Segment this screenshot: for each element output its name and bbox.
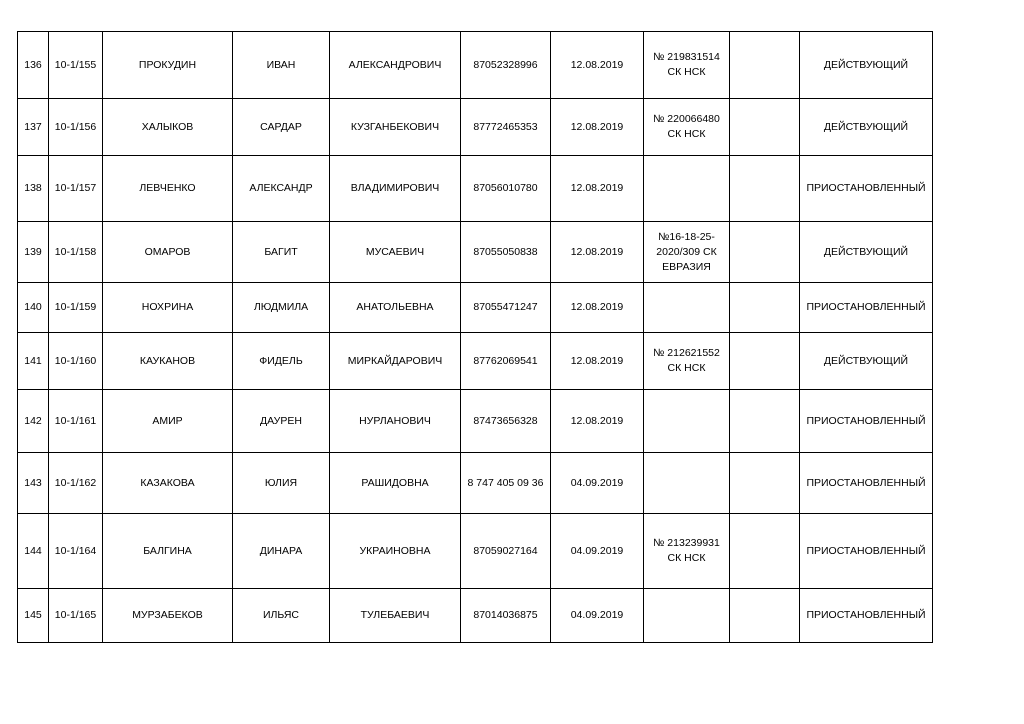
record-code-cell: 10-1/158 (49, 222, 103, 283)
table-row (18, 283, 933, 333)
patronymic-cell: МИРКАЙДАРОВИЧ (330, 333, 461, 390)
first-name-cell: ЮЛИЯ (233, 453, 330, 514)
patronymic-cell: ВЛАДИМИРОВИЧ (330, 156, 461, 222)
registration-date-cell: 04.09.2019 (551, 589, 644, 643)
policy-line: СК НСК (667, 66, 706, 78)
record-code-cell: 10-1/162 (49, 453, 103, 514)
patronymic-cell: АЛЕКСАНДРОВИЧ (330, 32, 461, 99)
status-cell: ПРИОСТАНОВЛЕННЫЙ (800, 156, 933, 222)
phone-number-cell: 87014036875 (461, 589, 551, 643)
record-code-cell: 10-1/164 (49, 514, 103, 589)
first-name-cell: САРДАР (233, 99, 330, 156)
registration-date-cell: 12.08.2019 (551, 390, 644, 453)
policy-line: № 220066480 (653, 113, 720, 125)
phone-number-cell: 87056010780 (461, 156, 551, 222)
record-code-cell: 10-1/155 (49, 32, 103, 99)
table-row (18, 156, 933, 222)
table-body (18, 32, 933, 643)
registration-date-cell: 12.08.2019 (551, 283, 644, 333)
registration-date-cell: 04.09.2019 (551, 514, 644, 589)
first-name-cell: ЛЮДМИЛА (233, 283, 330, 333)
row-number-cell: 145 (18, 589, 49, 643)
empty-cell-cell (730, 283, 800, 333)
registry-table (17, 31, 933, 643)
row-number-cell: 137 (18, 99, 49, 156)
status-cell: ДЕЙСТВУЮЩИЙ (800, 32, 933, 99)
last-name-cell: НОХРИНА (103, 283, 233, 333)
row-number-cell: 143 (18, 453, 49, 514)
row-number-cell: 144 (18, 514, 49, 589)
table-row (18, 589, 933, 643)
status-cell: ПРИОСТАНОВЛЕННЫЙ (800, 283, 933, 333)
policy-line: 2020/309 СК (656, 245, 717, 258)
first-name-cell: ДИНАРА (233, 514, 330, 589)
registration-date-cell: 04.09.2019 (551, 453, 644, 514)
policy-line: СК НСК (667, 128, 706, 140)
first-name-cell: ИВАН (233, 32, 330, 99)
policy-line: ЕВРАЗИЯ (662, 260, 711, 273)
table-row (18, 333, 933, 390)
policy-line: №16-18-25- (658, 230, 715, 243)
row-number-cell: 142 (18, 390, 49, 453)
insurance-policy-cell (644, 99, 730, 156)
first-name-cell: ФИДЕЛЬ (233, 333, 330, 390)
table-row (18, 390, 933, 453)
first-name-cell: ДАУРЕН (233, 390, 330, 453)
insurance-policy-cell (644, 32, 730, 99)
record-code-cell: 10-1/159 (49, 283, 103, 333)
first-name-cell: БАГИТ (233, 222, 330, 283)
registration-date-cell: 12.08.2019 (551, 32, 644, 99)
row-number-cell: 141 (18, 333, 49, 390)
insurance-policy-cell (644, 333, 730, 390)
last-name-cell: ЛЕВЧЕНКО (103, 156, 233, 222)
table-row (18, 514, 933, 589)
registration-date-cell: 12.08.2019 (551, 99, 644, 156)
policy-line: № 213239931 (653, 537, 720, 549)
status-cell: ПРИОСТАНОВЛЕННЫЙ (800, 514, 933, 589)
insurance-policy-cell (644, 514, 730, 589)
patronymic-cell: КУЗГАНБЕКОВИЧ (330, 99, 461, 156)
patronymic-cell: УКРАИНОВНА (330, 514, 461, 589)
row-number-cell: 138 (18, 156, 49, 222)
status-cell: ДЕЙСТВУЮЩИЙ (800, 222, 933, 283)
row-number-cell: 139 (18, 222, 49, 283)
empty-cell-cell (730, 99, 800, 156)
patronymic-cell: ТУЛЕБАЕВИЧ (330, 589, 461, 643)
table-row (18, 222, 933, 283)
status-cell: ПРИОСТАНОВЛЕННЫЙ (800, 453, 933, 514)
phone-number-cell: 87052328996 (461, 32, 551, 99)
table-row (18, 99, 933, 156)
empty-cell-cell (730, 156, 800, 222)
patronymic-cell: НУРЛАНОВИЧ (330, 390, 461, 453)
last-name-cell: МУРЗАБЕКОВ (103, 589, 233, 643)
insurance-policy-cell (644, 453, 730, 514)
registration-date-cell: 12.08.2019 (551, 333, 644, 390)
phone-number-cell: 87055050838 (461, 222, 551, 283)
phone-number-cell: 87473656328 (461, 390, 551, 453)
record-code-cell: 10-1/161 (49, 390, 103, 453)
last-name-cell: КАЗАКОВА (103, 453, 233, 514)
phone-number-cell: 87772465353 (461, 99, 551, 156)
row-number-cell: 136 (18, 32, 49, 99)
empty-cell-cell (730, 589, 800, 643)
insurance-policy-cell (644, 589, 730, 643)
phone-number-cell: 87059027164 (461, 514, 551, 589)
last-name-cell: ОМАРОВ (103, 222, 233, 283)
patronymic-cell: МУСАЕВИЧ (330, 222, 461, 283)
empty-cell-cell (730, 222, 800, 283)
insurance-policy-cell (644, 156, 730, 222)
empty-cell-cell (730, 453, 800, 514)
table-row (18, 453, 933, 514)
last-name-cell: ПРОКУДИН (103, 32, 233, 99)
phone-number-cell: 87055471247 (461, 283, 551, 333)
policy-line: № 212621552 (653, 347, 720, 359)
patronymic-cell: РАШИДОВНА (330, 453, 461, 514)
status-cell: ДЕЙСТВУЮЩИЙ (800, 333, 933, 390)
first-name-cell: АЛЕКСАНДР (233, 156, 330, 222)
last-name-cell: АМИР (103, 390, 233, 453)
status-cell: ДЕЙСТВУЮЩИЙ (800, 99, 933, 156)
policy-line: СК НСК (667, 552, 706, 564)
empty-cell-cell (730, 390, 800, 453)
last-name-cell: БАЛГИНА (103, 514, 233, 589)
patronymic-cell: АНАТОЛЬЕВНА (330, 283, 461, 333)
record-code-cell: 10-1/160 (49, 333, 103, 390)
empty-cell-cell (730, 514, 800, 589)
policy-line: № 219831514 (653, 51, 720, 63)
policy-line: СК НСК (667, 362, 706, 374)
record-code-cell: 10-1/157 (49, 156, 103, 222)
insurance-policy-cell (644, 283, 730, 333)
status-cell: ПРИОСТАНОВЛЕННЫЙ (800, 390, 933, 453)
status-cell: ПРИОСТАНОВЛЕННЫЙ (800, 589, 933, 643)
insurance-policy-cell (644, 390, 730, 453)
table-row (18, 32, 933, 99)
empty-cell-cell (730, 333, 800, 390)
registration-date-cell: 12.08.2019 (551, 222, 644, 283)
record-code-cell: 10-1/156 (49, 99, 103, 156)
first-name-cell: ИЛЬЯС (233, 589, 330, 643)
row-number-cell: 140 (18, 283, 49, 333)
phone-number-cell: 8 747 405 09 36 (461, 453, 551, 514)
last-name-cell: КАУКАНОВ (103, 333, 233, 390)
phone-number-cell: 87762069541 (461, 333, 551, 390)
registration-date-cell: 12.08.2019 (551, 156, 644, 222)
record-code-cell: 10-1/165 (49, 589, 103, 643)
insurance-policy-cell (644, 222, 730, 283)
last-name-cell: ХАЛЫКОВ (103, 99, 233, 156)
empty-cell-cell (730, 32, 800, 99)
